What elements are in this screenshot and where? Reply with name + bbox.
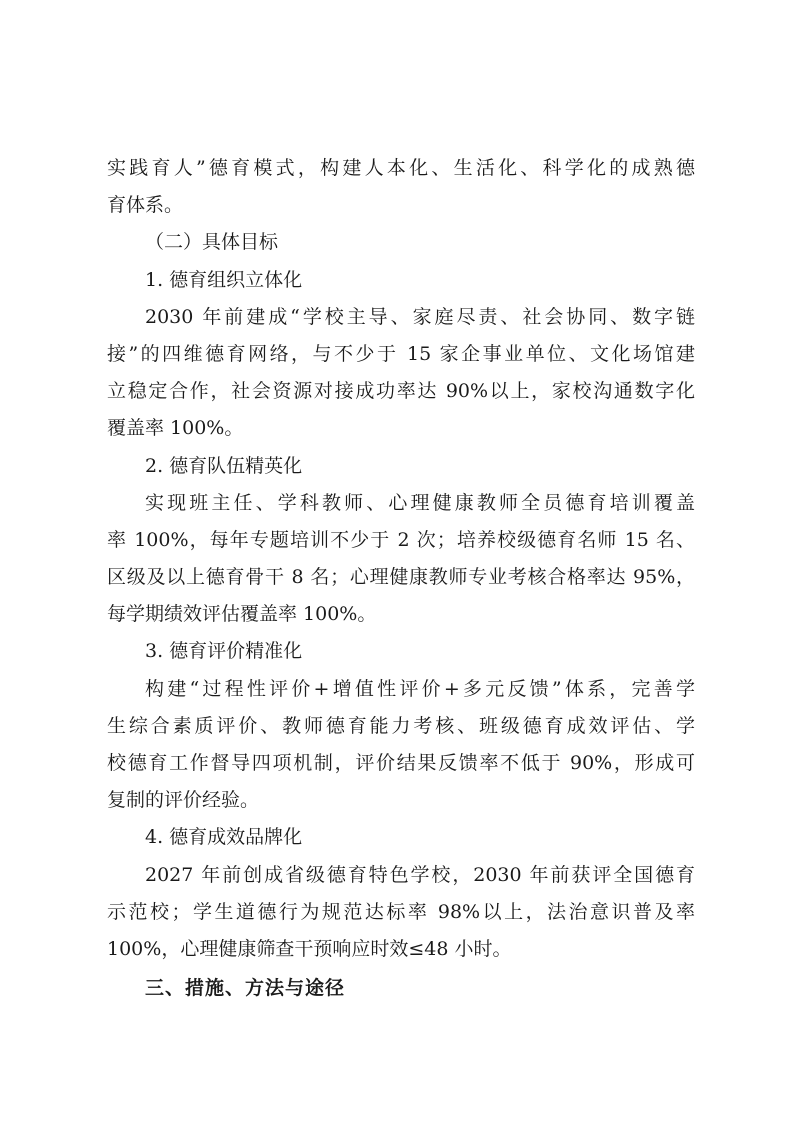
body-line: 育体系。: [107, 194, 184, 217]
body-line: 区级及以上德育骨干 8 名；心理健康教师专业考核合格率达 95%，: [107, 566, 695, 589]
section-heading-bold: 三、措施、方法与途径: [145, 977, 346, 1000]
body-line: 构建“过程性评价+增值性评价+多元反馈”体系，完善学: [145, 677, 695, 700]
body-line: 立稳定合作，社会资源对接成功率达 90%以上，家校沟通数字化: [107, 380, 695, 403]
body-line: 示范校；学生道德行为规范达标率 98%以上，法治意识普及率: [107, 900, 695, 923]
body-line: 校德育工作督导四项机制，评价结果反馈率不低于 90%，形成可: [107, 752, 695, 774]
goal-heading: 1. 德育组织立体化: [145, 268, 303, 291]
body-line: 率 100%，每年专题培训不少于 2 次；培养校级德育名师 15 名、: [107, 528, 695, 551]
body-line: 2027 年前创成省级德育特色学校，2030 年前获评全国德育: [145, 863, 695, 886]
goal-heading: 3. 德育评价精准化: [145, 640, 303, 663]
body-line: 实践育人”德育模式，构建人本化、生活化、科学化的成熟德: [107, 157, 695, 179]
body-line: 实现班主任、学科教师、心理健康教师全员德育培训覆盖: [145, 491, 695, 514]
body-line: 复制的评价经验。: [107, 789, 260, 812]
goal-heading: 4. 德育成效品牌化: [145, 826, 303, 849]
section-heading: （二）具体目标: [145, 231, 279, 254]
body-line: 每学期绩效评估覆盖率 100%。: [107, 603, 377, 626]
body-line: 覆盖率 100%。: [107, 417, 244, 440]
document-body: [107, 150, 695, 1007]
body-line: 生综合素质评价、教师德育能力考核、班级德育成效评估、学: [107, 714, 695, 737]
goal-heading: 2. 德育队伍精英化: [145, 454, 303, 477]
body-line: 接”的四维德育网络，与不少于 15 家企事业单位、文化场馆建: [107, 342, 695, 365]
body-line: 2030 年前建成“学校主导、家庭尽责、社会协同、数字链: [145, 305, 695, 328]
body-line: 100%，心理健康筛查干预响应时效≤48 小时。: [107, 937, 512, 960]
